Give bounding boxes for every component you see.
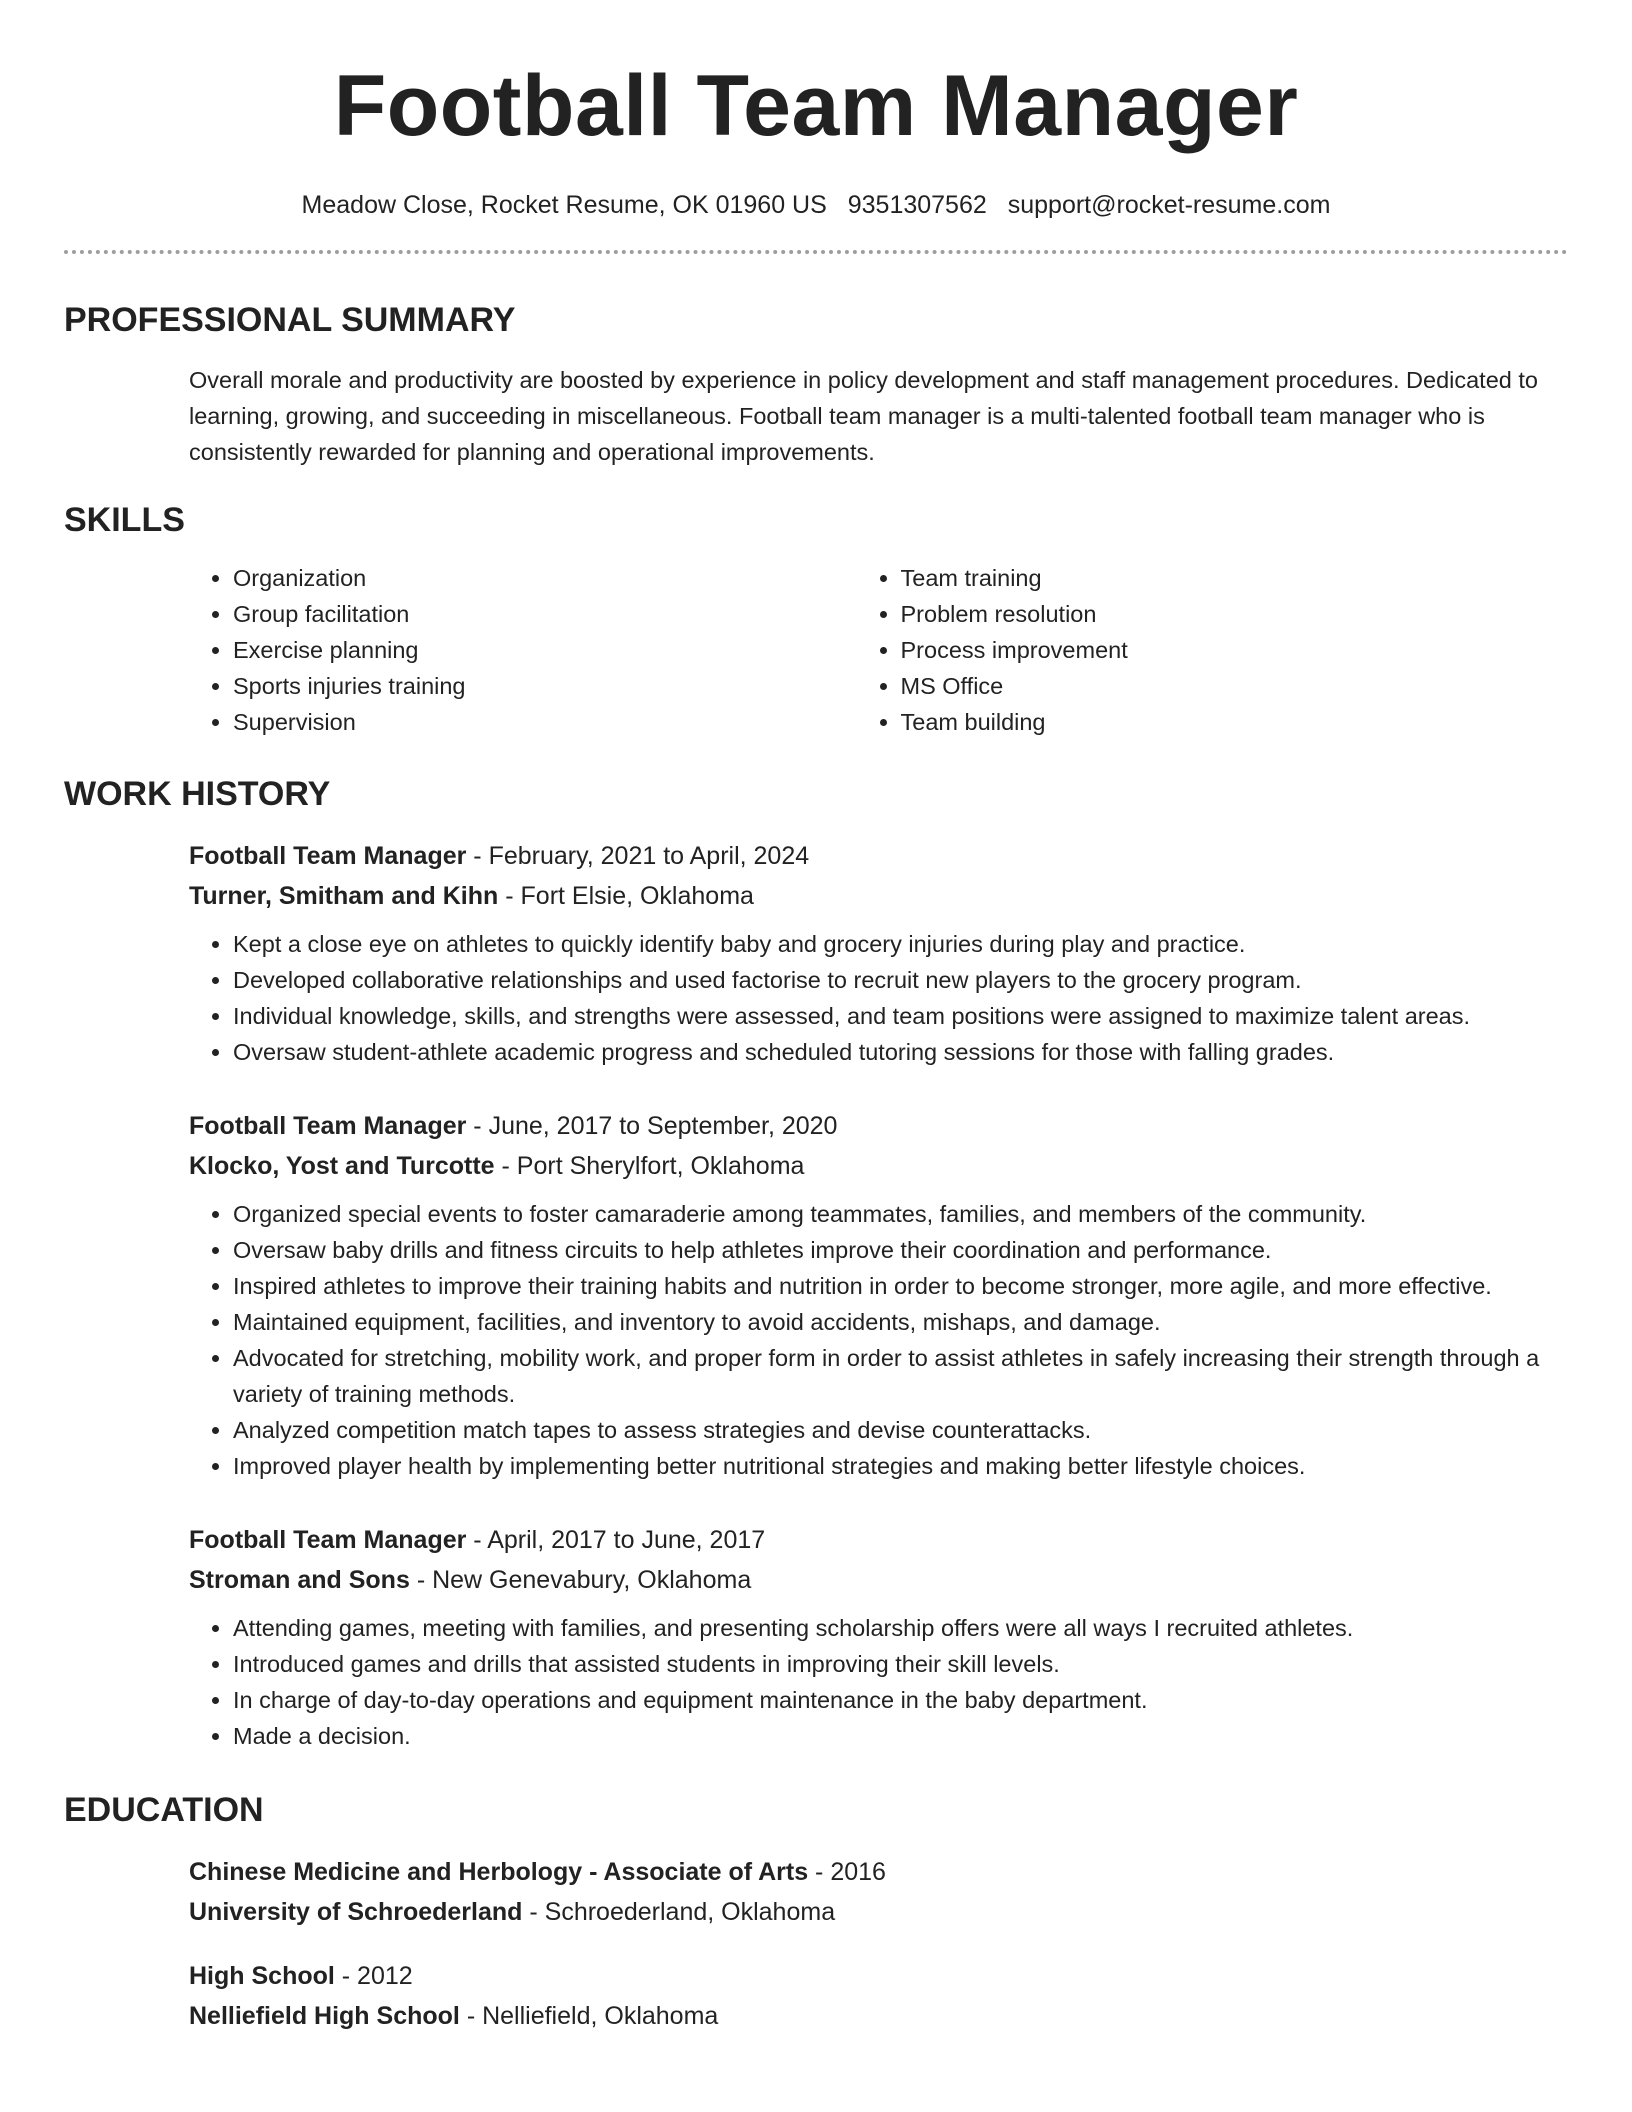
education-entry [189,1852,1568,1932]
summary-heading: PROFESSIONAL SUMMARY [64,301,516,339]
job-entry [189,1106,1568,1484]
job-bullet: • Oversaw baby drills and fitness circuits to help athletes improve their coordination and performance. [233,1232,1568,1268]
job-company-line [189,1560,1568,1600]
education-school: University of Schroederland [189,1898,523,1926]
education-location: - Schroederland, Oklahoma [522,1898,836,1926]
education-entry [189,1956,1568,2036]
job-dates: - April, 2017 to June, 2017 [466,1526,766,1554]
skills-column-left [189,560,901,740]
skill-item: • Supervision [233,704,901,740]
education-school: Nelliefield High School [189,2002,460,2030]
contact-phone: 9351307562 [847,191,987,219]
education-year: - 2012 [334,1962,413,1990]
work-history-section [64,774,1568,1754]
skill-item: • Team building [901,704,1569,740]
education-section [64,1790,1568,2036]
skill-item: • Team training [901,560,1569,596]
education-school-line [189,1892,1568,1932]
job-location: - New Genevabury, Oklahoma [409,1566,752,1594]
skill-item: • MS Office [901,668,1569,704]
job-bullet: • In charge of day-to-day operations and equipment maintenance in the baby department. [233,1682,1568,1718]
job-role: Football Team Manager [189,842,467,870]
job-bullet: • Organized special events to foster camaraderie among teammates, families, and members of the community. [233,1196,1568,1232]
job-bullet: • Kept a close eye on athletes to quickly identify baby and grocery injuries during play and practice. [233,926,1568,962]
job-title-line [189,836,1568,876]
work-history-heading: WORK HISTORY [64,775,331,813]
skill-item: • Group facilitation [233,596,901,632]
education-school-line [189,1996,1568,2036]
job-bullets [189,926,1568,1070]
job-bullet: • Inspired athletes to improve their training habits and nutrition in order to become stronger, more agile, and more effective. [233,1268,1568,1304]
skills-heading: SKILLS [64,501,185,539]
contact-email: support@rocket-resume.com [1007,191,1331,219]
job-entry [189,836,1568,1070]
job-bullet: • Individual knowledge, skills, and strengths were assessed, and team positions were assigned to maximize talent areas. [233,998,1568,1034]
skill-item: • Organization [233,560,901,596]
job-location: - Fort Elsie, Oklahoma [498,882,754,910]
job-bullet: • Developed collaborative relationships and used factorise to recruit new players to the grocery program. [233,962,1568,998]
job-title-line [189,1106,1568,1146]
job-bullet: • Oversaw student-athlete academic progress and scheduled tutoring sessions for those with falling grades. [233,1034,1568,1070]
contact-address: Meadow Close, Rocket Resume, OK 01960 US [301,191,827,219]
job-dates: - February, 2021 to April, 2024 [466,842,810,870]
job-bullet: • Analyzed competition match tapes to assess strategies and devise counterattacks. [233,1412,1568,1448]
education-location: - Nelliefield, Oklahoma [459,2002,719,2030]
skill-item: • Process improvement [901,632,1569,668]
education-degree-line [189,1852,1568,1892]
job-bullet: • Made a decision. [233,1718,1568,1754]
job-company: Klocko, Yost and Turcotte [189,1152,495,1180]
job-company: Turner, Smitham and Kihn [189,882,499,910]
job-bullets [189,1610,1568,1754]
job-bullet: • Maintained equipment, facilities, and inventory to avoid accidents, mishaps, and damage. [233,1304,1568,1340]
job-bullet: • Attending games, meeting with families, and presenting scholarship offers were all ways I recruited athletes. [233,1610,1568,1646]
skills-section [64,500,1568,740]
job-company: Stroman and Sons [189,1566,410,1594]
skill-item: • Problem resolution [901,596,1569,632]
job-title-line [189,1520,1568,1560]
job-role: Football Team Manager [189,1526,467,1554]
skill-item: • Sports injuries training [233,668,901,704]
job-company-line [189,876,1568,916]
job-dates: - June, 2017 to September, 2020 [466,1112,838,1140]
skill-item: • Exercise planning [233,632,901,668]
skills-column-right [901,560,1569,740]
job-role: Football Team Manager [189,1112,467,1140]
job-bullet: • Improved player health by implementing better nutritional strategies and making better lifestyle choices. [233,1448,1568,1484]
skills-grid [189,560,1568,740]
job-bullet: • Introduced games and drills that assisted students in improving their skill levels. [233,1646,1568,1682]
job-bullets [189,1196,1568,1484]
education-year: - 2016 [808,1858,886,1886]
job-entry [189,1520,1568,1754]
education-degree: High School [189,1962,335,1990]
job-bullet: • Advocated for stretching, mobility work, and proper form in order to assist athletes in safely increasing their strength through a variety of training methods. [233,1340,1568,1412]
education-heading: EDUCATION [64,1791,264,1829]
header-divider [64,250,1568,254]
summary-text: Overall morale and productivity are boosted by experience in policy development and staff management procedures. Dedicated to learning, growing, and succeeding in miscellaneous. Football team manager is a multi-talented football team manager who is consistently rewarded for planning and operational improvements. [189,367,1538,465]
education-degree-line [189,1956,1568,1996]
job-location: - Port Sherylfort, Oklahoma [494,1152,805,1180]
summary-section [64,300,1568,470]
education-degree: Chinese Medicine and Herbology - Associate of Arts [189,1858,809,1886]
candidate-name: Football Team Manager [333,58,1299,154]
job-company-line [189,1146,1568,1186]
contact-line [64,188,1568,222]
